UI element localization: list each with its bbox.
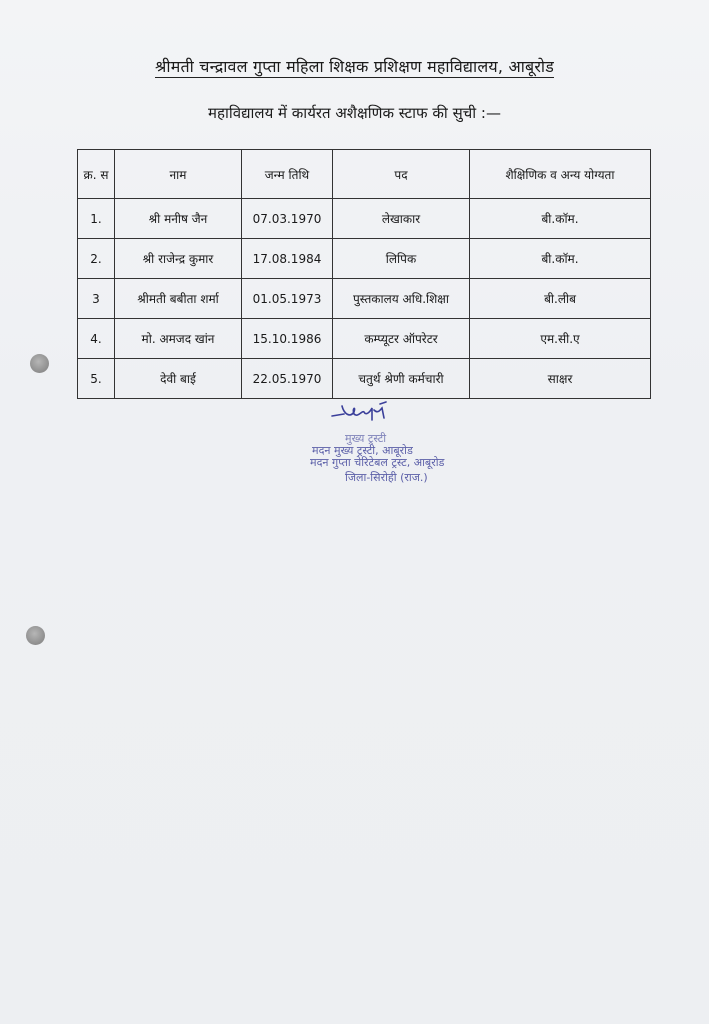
cell-dob: 17.08.1984 [242,239,333,279]
punch-hole [26,626,45,645]
document-subtitle: महाविद्यालय में कार्यरत अशैक्षणिक स्टाफ की सुची :— [208,104,501,122]
cell-serial: 5. [78,359,115,399]
cell-serial: 2. [78,239,115,279]
cell-post: पुस्तकालय अधि.शिक्षा [333,279,470,319]
stamp-line-2: मदन मुख्य ट्रस्टी, आबूरोड [312,444,413,457]
table-row [78,319,651,359]
signature-mark [330,400,400,430]
cell-name: श्री मनीष जैन [115,199,242,239]
col-header-serial: क्र. स [78,150,115,199]
punch-hole [30,354,49,373]
stamp-line-3: मदन गुप्ता चेरिटेबल ट्रस्ट, आबूरोड [310,456,445,469]
cell-qualification: बी.कॉम. [470,239,651,279]
table-row [78,239,651,279]
col-header-qualification: शैक्षिणिक व अन्य योग्यता [470,150,651,199]
cell-qualification: बी.लीब [470,279,651,319]
cell-post: लेखाकार [333,199,470,239]
cell-qualification: साक्षर [470,359,651,399]
table-header-row [78,150,651,199]
cell-dob: 07.03.1970 [242,199,333,239]
cell-qualification: बी.कॉम. [470,199,651,239]
table-row [78,279,651,319]
table-row [78,359,651,399]
cell-name: श्री राजेन्द्र कुमार [115,239,242,279]
col-header-name: नाम [115,150,242,199]
stamp-line-1: मुख्य ट्रस्टी [345,432,387,445]
stamp-line-4: जिला-सिरोही (राज.) [345,471,428,484]
trustee-stamp [300,400,500,500]
cell-serial: 4. [78,319,115,359]
cell-post: लिपिक [333,239,470,279]
col-header-dob: जन्म तिथि [242,150,333,199]
cell-dob: 01.05.1973 [242,279,333,319]
col-header-post: पद [333,150,470,199]
institution-title: श्रीमती चन्द्रावल गुप्ता महिला शिक्षक प्रशिक्षण महाविद्यालय, आबूरोड [155,57,554,76]
cell-dob: 15.10.1986 [242,319,333,359]
table-row [78,199,651,239]
cell-name: श्रीमती बबीता शर्मा [115,279,242,319]
staff-table [77,149,651,399]
cell-name: मो. अमजद खांन [115,319,242,359]
cell-name: देवी बाई [115,359,242,399]
cell-post: चतुर्थ श्रेणी कर्मचारी [333,359,470,399]
cell-serial: 1. [78,199,115,239]
cell-qualification: एम.सी.ए [470,319,651,359]
cell-dob: 22.05.1970 [242,359,333,399]
cell-post: कम्प्यूटर ऑपरेटर [333,319,470,359]
cell-serial: 3 [78,279,115,319]
